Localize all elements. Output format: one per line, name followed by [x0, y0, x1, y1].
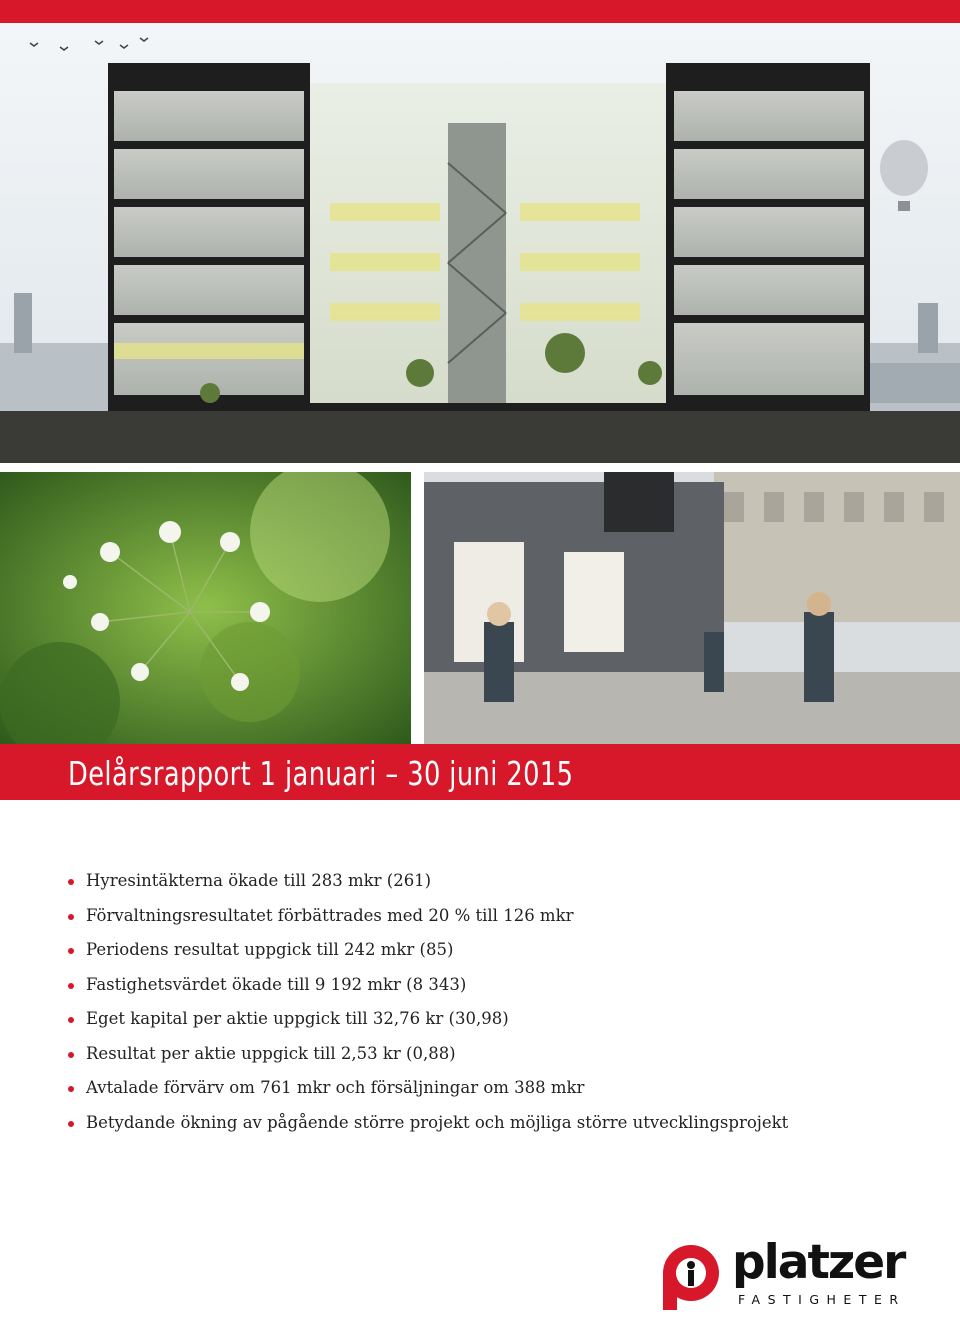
bullet-icon [68, 879, 74, 885]
list-item: Avtalade förvärv om 761 mkr och försäljningar om 388 mkr [68, 1071, 788, 1106]
street-photo [424, 472, 960, 744]
list-item: Eget kapital per aktie uppgick till 32,76 kr (30,98) [68, 1002, 788, 1037]
bullet-icon [68, 1121, 74, 1127]
title-band [0, 744, 960, 800]
flower-photo [0, 472, 411, 744]
list-item: Periodens resultat uppgick till 242 mkr (85) [68, 933, 788, 968]
logo-subtitle: FASTIGHETER [738, 1292, 906, 1307]
list-item: Hyresintäkterna ökade till 283 mkr (261) [68, 864, 788, 899]
list-item: Resultat per aktie uppgick till 2,53 kr (0,88) [68, 1037, 788, 1072]
top-red-band [0, 0, 960, 23]
bullet-icon [68, 983, 74, 989]
list-item: Förvaltningsresultatet förbättrades med 20 % till 126 mkr [68, 899, 788, 934]
list-item: Fastighetsvärdet ökade till 9 192 mkr (8 343) [68, 968, 788, 1003]
building-section-illustration [0, 23, 960, 463]
bullet-icon [68, 1017, 74, 1023]
bullet-icon [68, 948, 74, 954]
platzer-logo-icon [660, 1244, 722, 1310]
report-title: Delårsrapport 1 januari – 30 juni 2015 [68, 754, 574, 793]
highlights-list [68, 864, 788, 1140]
bullet-icon [68, 914, 74, 920]
list-item: Betydande ökning av pågående större projekt och möjliga större utvecklingsprojekt [68, 1106, 788, 1141]
logo-wordmark: platzer [732, 1235, 905, 1290]
bullet-icon [68, 1086, 74, 1092]
platzer-logo [660, 1235, 906, 1314]
bullet-icon [68, 1052, 74, 1058]
